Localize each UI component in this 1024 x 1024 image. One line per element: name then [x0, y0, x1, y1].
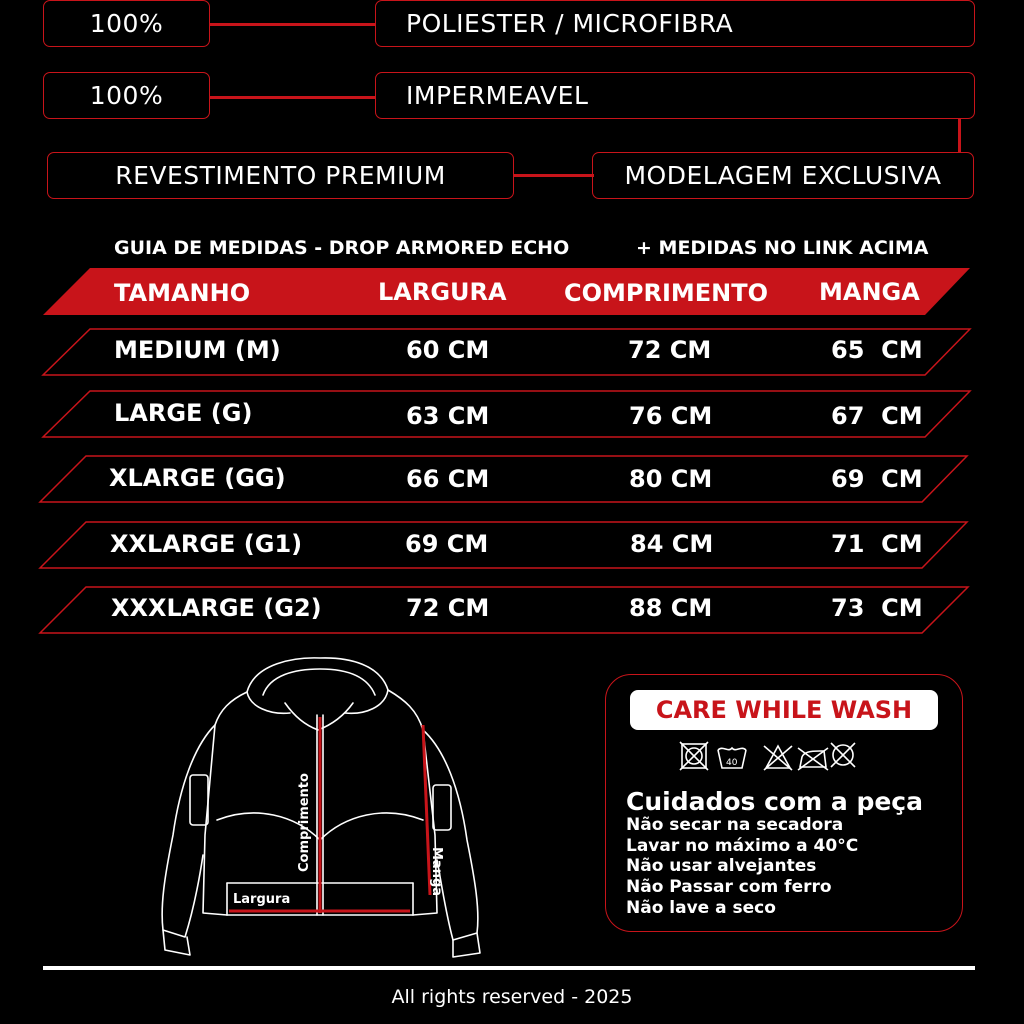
connector: [514, 174, 594, 177]
row-size: MEDIUM (M): [114, 336, 281, 364]
care-line: Não usar alvejantes: [626, 856, 817, 876]
header-largura: LARGURA: [378, 278, 507, 306]
care-line: Não secar na secadora: [626, 815, 844, 835]
svg-text:40: 40: [726, 758, 738, 768]
row-size: XXLARGE (G1): [110, 530, 303, 558]
feature-label-4: MODELAGEM EXCLUSIVA: [592, 152, 974, 199]
feature-pct-2: 100%: [43, 72, 210, 119]
row-largura: 60 CM: [406, 336, 490, 364]
wash-40-icon: [718, 748, 746, 768]
diagram-label-largura: Largura: [233, 892, 291, 907]
connector: [210, 96, 376, 99]
no-iron-icon: [798, 748, 828, 770]
header-comprimento: COMPRIMENTO: [564, 279, 769, 307]
feature-label-1: POLIESTER / MICROFIBRA: [375, 0, 975, 47]
diagram-label-comprimento: Comprimento: [297, 773, 312, 872]
no-tumble-dry-icon: [680, 742, 708, 770]
feature-pct-1: 100%: [43, 0, 210, 47]
feature-label-3: REVESTIMENTO PREMIUM: [47, 152, 514, 199]
left-side: [203, 692, 247, 915]
care-badge: CARE WHILE WASH: [630, 690, 938, 730]
row-largura: 66 CM: [406, 465, 490, 493]
guide-title: GUIA DE MEDIDAS - DROP ARMORED ECHO: [114, 237, 570, 259]
care-line: Não Passar com ferro: [626, 877, 832, 897]
header-manga: MANGA: [819, 278, 920, 306]
feature-label-2: IMPERMEAVEL: [375, 72, 975, 119]
care-title: Cuidados com a peça: [626, 787, 923, 816]
row-manga: 69 CM: [831, 465, 923, 493]
row-comprimento: 76 CM: [629, 402, 713, 430]
row-comprimento: 72 CM: [628, 336, 712, 364]
row-size: XXXLARGE (G2): [111, 594, 322, 622]
footer-text: All rights reserved - 2025: [391, 986, 633, 1008]
jacket-diagram: [155, 655, 490, 960]
row-manga: 71 CM: [831, 530, 923, 558]
footer-divider: [43, 966, 975, 970]
care-icons: [678, 740, 860, 772]
row-comprimento: 84 CM: [630, 530, 714, 558]
diagram-label-manga: Manga: [429, 847, 444, 897]
row-size: XLARGE (GG): [109, 464, 286, 492]
care-line: Não lave a seco: [626, 898, 776, 918]
connector: [958, 119, 961, 153]
row-largura: 69 CM: [405, 530, 489, 558]
header-tamanho: TAMANHO: [114, 279, 251, 307]
row-largura: 72 CM: [406, 594, 490, 622]
row-manga: 65 CM: [831, 336, 923, 364]
row-largura: 63 CM: [406, 402, 490, 430]
no-dry-clean-icon: [831, 743, 855, 767]
connector: [210, 23, 376, 26]
row-manga: 73 CM: [831, 594, 923, 622]
no-bleach-icon: [764, 746, 792, 770]
row-manga: 67 CM: [831, 402, 923, 430]
row-comprimento: 80 CM: [629, 465, 713, 493]
row-size: LARGE (G): [114, 399, 253, 427]
row-comprimento: 88 CM: [629, 594, 713, 622]
care-line: Lavar no máximo a 40°C: [626, 836, 859, 856]
guide-note: + MEDIDAS NO LINK ACIMA: [636, 237, 929, 259]
